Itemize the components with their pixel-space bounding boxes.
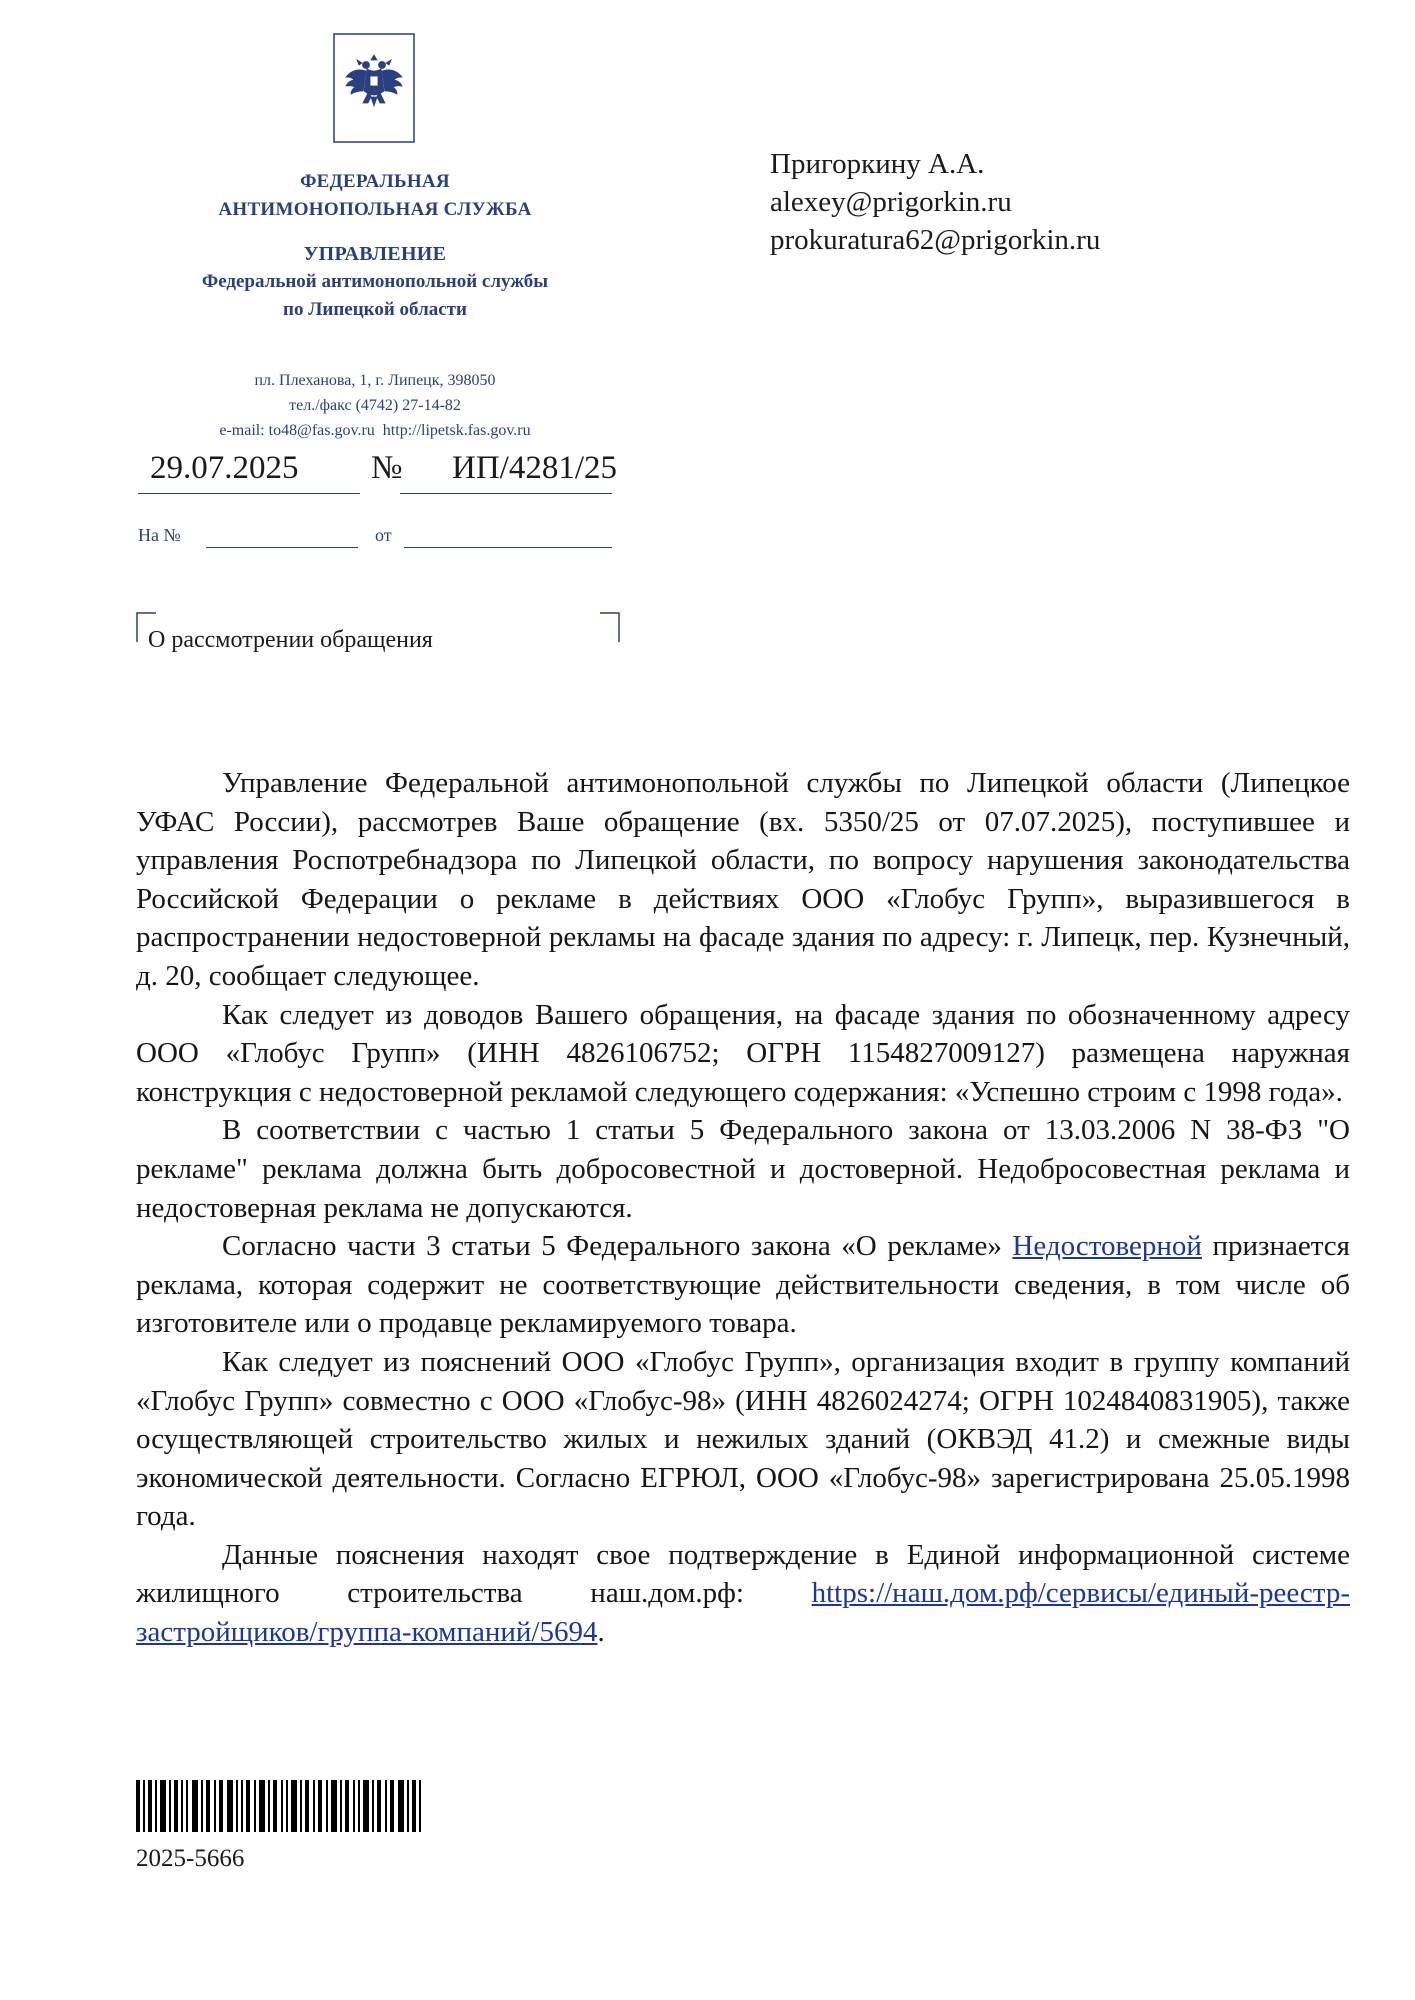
reference-date-underline: [404, 547, 612, 548]
department-line3: по Липецкой области: [283, 299, 467, 320]
addressee-email-1: alexey@prigorkin.ru: [770, 186, 1012, 218]
body-paragraph-5: Как следует из пояснений ООО «Глобус Групп», организация входит в группу компаний «Глобус Групп» совместно с ООО «Глобус-98» (ИНН 4826024274; ОГРН 1024840831905), также осуществляющей строительство жилых и нежилых зданий (ОКВЭД 41.2) и смежные виды экономической деятельности. Согласно ЕГРЮЛ, ООО «Глобус-98» зарегистрирована 25.05.1998 года.: [136, 1345, 1350, 1533]
body-paragraph-3: В соответствии с частью 1 статьи 5 Федерального закона от 13.03.2006 N 38-ФЗ "О рекламе" реклама должна быть добросовестной и достоверной. Недобросовестная реклама и недостоверная реклама не допускаются.: [136, 1114, 1350, 1224]
org-name-line1: ФЕДЕРАЛЬНАЯ: [300, 171, 450, 192]
subject-bracket-right: [590, 612, 620, 642]
addressee-email-2: prokuratura62@prigorkin.ru: [770, 224, 1101, 256]
letterhead-address: пл. Плеханова, 1, г. Липецк, 398050: [254, 372, 496, 389]
paragraph-4-start: Согласно части 3 статьи 5 Федерального закона «О рекламе»: [222, 1230, 1002, 1263]
organization-name: [150, 168, 600, 224]
registration-date: 29.07.2025: [150, 450, 299, 486]
paragraph-6-start: Данные пояснения находят свое подтверждение в Единой информационной системе жилищного строительства наш.дом.рф:: [136, 1538, 1350, 1610]
org-name-line2: АНТИМОНОПОЛЬНАЯ СЛУЖБА: [218, 199, 532, 220]
body-paragraph-4: [136, 1227, 1350, 1343]
department-name: [150, 240, 600, 324]
letter-body: [136, 764, 1350, 1652]
double-headed-eagle-icon: [333, 33, 415, 143]
body-paragraph-6: [136, 1536, 1350, 1652]
reference-date-label: от: [375, 525, 392, 545]
registration-number-sign: №: [371, 450, 403, 486]
letterhead-email-web: e-mail: to48@fas.gov.ru http://lipetsk.fas.gov.ru: [219, 422, 531, 439]
number-underline: [400, 493, 612, 494]
letterhead-phone: тел./факс (4742) 27-14-82: [289, 397, 461, 414]
reference-number-underline: [206, 547, 358, 548]
registration-number: ИП/4281/25: [452, 450, 617, 486]
paragraph-4-end: признается реклама, которая содержит не соответствующие действительности сведения, в том числе об изготовителе или о продавце рекламируемого товара.: [136, 1230, 1351, 1340]
paragraph-6-end: .: [597, 1616, 605, 1649]
date-underline: [138, 493, 360, 494]
body-paragraph-2: Как следует из доводов Вашего обращения, на фасаде здания по обозначенному адресу ООО «Глобус Групп» (ИНН 4826106752; ОГРН 1154827009127) размещена наружная конструкция с недостоверной рекламой следующего содержания: «Успешно строим с 1998 года».: [136, 998, 1350, 1108]
addressee-name: Пригоркину А.А.: [770, 148, 985, 180]
department-title: УПРАВЛЕНИЕ: [303, 243, 447, 265]
body-paragraph-1: Управление Федеральной антимонопольной службы по Липецкой области (Липецкое УФАС России), рассмотрев Ваше обращение (вх. 5350/25 от 07.07.2025), поступившее и управления Роспотребнадзора по Липецкой области, по вопросу нарушения законодательства Российской Федерации о рекламе в действиях ООО «Глобус Групп», выразившегося в распространении недостоверной рекламы на фасаде здания по адресу: г. Липецк, пер. Кузнечный, д. 20, сообщает следующее.: [136, 767, 1350, 992]
barcode-icon: [136, 1780, 421, 1832]
dom-rf-link[interactable]: https://наш.дом.рф/сервисы/единый-реестр-застройщиков/группа-компаний/5694: [136, 1577, 1350, 1649]
nedostovernoy-link[interactable]: Недостоверной: [1012, 1230, 1202, 1263]
reference-number-label: На №: [138, 525, 181, 545]
addressee-block: [770, 145, 1100, 259]
letterhead-contacts: [150, 368, 600, 443]
barcode-number: 2025-5666: [136, 1845, 245, 1872]
department-line2: Федеральной антимонопольной службы: [201, 271, 549, 292]
letter-subject: О рассмотрении обращения: [148, 627, 433, 653]
